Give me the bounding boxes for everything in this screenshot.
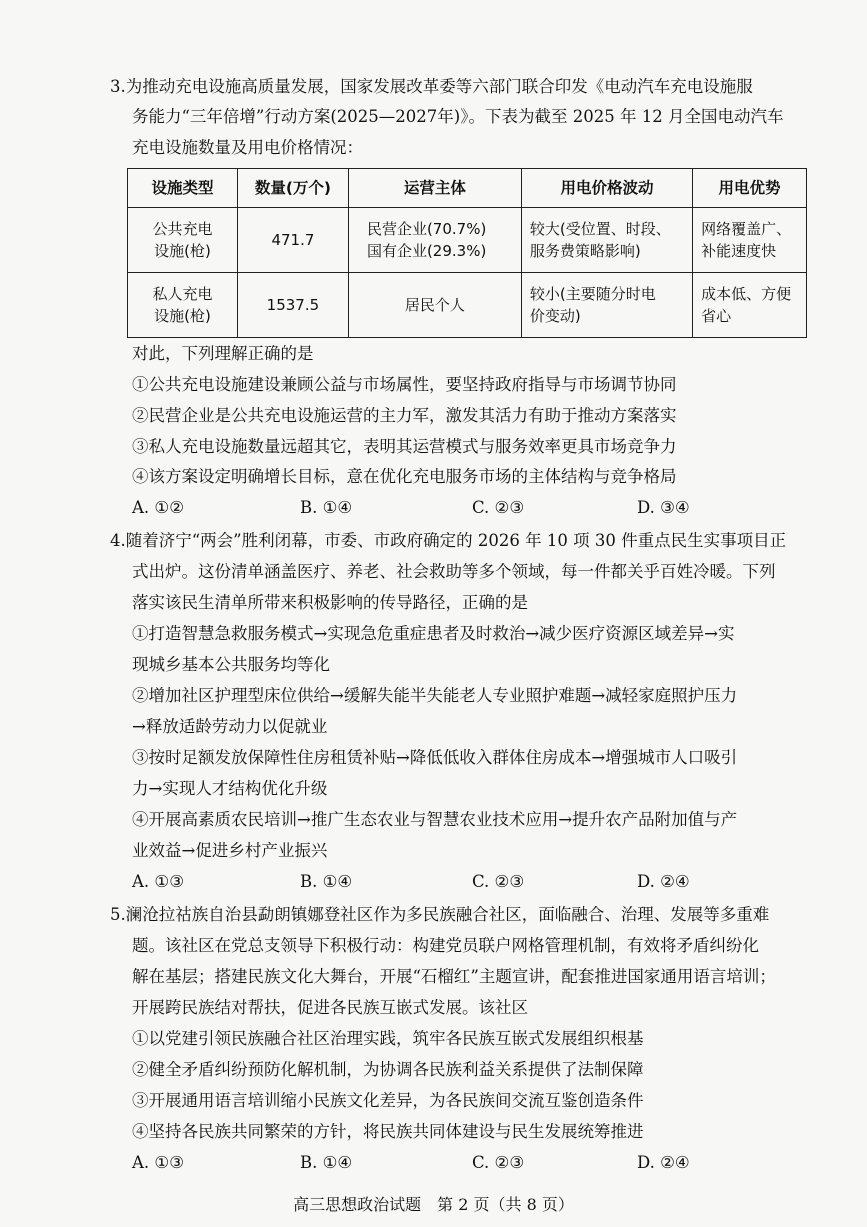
table-row (128, 208, 807, 273)
cell-text: 较大(受位置、时段、 (529, 220, 671, 238)
option-b[interactable]: B. ①④ (300, 872, 353, 891)
q4-stem-line: 落实该民生清单所带来积极影响的传导路径，正确的是 (132, 593, 528, 612)
q4-item-cont: 现城乡基本公共服务均等化 (132, 655, 330, 674)
q5-stem-line: 5.澜沧拉祜族自治县勐朗镇娜登社区作为多民族融合社区，面临融合、治理、发展等多重难 (110, 905, 770, 924)
q4-item: ③按时足额发放保障性住房租赁补贴→降低低收入群体住房成本→增强城市人口吸引 (132, 748, 738, 767)
table-cell-advantage (693, 273, 807, 338)
cell-text: 国有企业(29.3%) (366, 242, 487, 260)
q5-stem-line: 开展跨民族结对帮扶，促进各民族互嵌式发展。该社区 (132, 998, 528, 1017)
cell-text: 服务费策略影响) (529, 242, 641, 260)
q5-item: ③开展通用语言培训缩小民族文化差异，为各民族间交流互鉴创造条件 (132, 1091, 644, 1110)
option-c[interactable]: C. ②③ (472, 1153, 525, 1172)
q5-item: ②健全矛盾纠纷预防化解机制，为协调各民族利益关系提供了法制保障 (132, 1060, 644, 1079)
cell-text: 设施(枪) (154, 242, 211, 260)
q4-item: ②增加社区护理型床位供给→缓解失能半失能老人专业照护难题→减轻家庭照护压力 (132, 686, 738, 705)
q5-item: ①以党建引领民族融合社区治理实践，筑牢各民族互嵌式发展组织根基 (132, 1029, 644, 1048)
q4-stem-line: 4.随着济宁“两会”胜利闭幕，市委、市政府确定的 2026 年 10 项 30 件重点民生实事项目正 (110, 531, 787, 550)
q3-item: ④该方案设定明确增长目标，意在优化充电服务市场的主体结构与竞争格局 (132, 467, 677, 486)
option-a[interactable]: A. ①③ (132, 1153, 184, 1172)
q5-item: ④坚持各民族共同繁荣的方针，将民族共同体建设与民生发展统筹推进 (132, 1122, 644, 1141)
option-d[interactable]: D. ②④ (637, 1153, 690, 1172)
cell-text: 成本低、方便 (701, 285, 792, 303)
table-header: 用电优势 (693, 169, 807, 208)
q3-prompt: 对此，下列理解正确的是 (132, 344, 314, 363)
option-c[interactable]: C. ②③ (472, 498, 525, 517)
cell-text: 民营企业(70.7%) (366, 220, 487, 238)
table-header: 数量(万个) (237, 169, 348, 208)
cell-text: 价变动) (529, 307, 581, 325)
q4-item-cont: 业效益→促进乡村产业振兴 (132, 841, 328, 860)
table-cell-advantage (693, 208, 807, 273)
table-cell-operator: 居民个人 (348, 273, 521, 338)
option-d[interactable]: D. ②④ (637, 872, 690, 891)
table-cell-type (128, 208, 238, 273)
option-d[interactable]: D. ③④ (637, 498, 690, 517)
table-cell-count: 1537.5 (237, 273, 348, 338)
cell-text: 网络覆盖广、 (701, 220, 792, 238)
table-cell-price (521, 273, 692, 338)
option-a[interactable]: A. ①② (132, 498, 184, 517)
page-footer: 高三思想政治试题 第 2 页（共 8 页） (293, 1195, 574, 1214)
q3-stem-line: 务能力“三年倍增”行动方案(2025—2027年)》。下表为截至 2025 年 12 月全国电动汽车 (132, 107, 784, 126)
cell-text: 省心 (701, 307, 732, 325)
q3-item: ③私人充电设施数量远超其它，表明其运营模式与服务效率更具市场竞争力 (132, 437, 677, 456)
table-cell-type (128, 273, 238, 338)
q4-item-cont: →释放适龄劳动力以促就业 (132, 717, 328, 736)
table-row (128, 273, 807, 338)
q4-stem-line: 式出炉。这份清单涵盖医疗、养老、社会救助等多个领域，每一件都关乎百姓冷暖。下列 (132, 562, 776, 581)
cell-text: 私人充电 (152, 285, 213, 303)
option-c[interactable]: C. ②③ (472, 872, 525, 891)
table-cell-count: 471.7 (237, 208, 348, 273)
cell-text: 公共充电 (152, 220, 213, 238)
cell-text: 较小(主要随分时电 (529, 285, 656, 303)
option-b[interactable]: B. ①④ (300, 1153, 353, 1172)
charging-facility-table (127, 168, 807, 338)
option-b[interactable]: B. ①④ (300, 498, 353, 517)
table-header-row (128, 169, 807, 208)
q3-stem-line: 3.为推动充电设施高质量发展，国家发展改革委等六部门联合印发《电动汽车充电设施服 (110, 77, 753, 96)
q3-stem-line: 充电设施数量及用电价格情况： (132, 138, 363, 157)
q4-item: ④开展高素质农民培训→推广生态农业与智慧农业技术应用→提升农产品附加值与产 (132, 810, 738, 829)
q3-item: ②民营企业是公共充电设施运营的主力军，激发其活力有助于推动方案落实 (132, 406, 677, 425)
q4-item: ①打造智慧急救服务模式→实现急危重症患者及时救治→减少医疗资源区域差异→实 (132, 624, 735, 643)
table-header: 运营主体 (348, 169, 521, 208)
cell-text: 设施(枪) (154, 307, 211, 325)
table-header: 设施类型 (128, 169, 238, 208)
table-header: 用电价格波动 (521, 169, 692, 208)
table-cell-price (521, 208, 692, 273)
q5-stem-line: 解在基层；搭建民族文化大舞台，开展“石榴红”主题宣讲，配套推进国家通用语言培训； (132, 967, 776, 986)
table-cell-operator (348, 208, 521, 273)
q5-stem-line: 题。该社区在党总支领导下积极行动：构建党员联户网格管理机制，有效将矛盾纠纷化 (132, 936, 759, 955)
q4-item-cont: 力→实现人才结构优化升级 (132, 779, 328, 798)
cell-text: 补能速度快 (701, 242, 777, 260)
q3-item: ①公共充电设施建设兼顾公益与市场属性，要坚持政府指导与市场调节协同 (132, 375, 677, 394)
option-a[interactable]: A. ①③ (132, 872, 184, 891)
